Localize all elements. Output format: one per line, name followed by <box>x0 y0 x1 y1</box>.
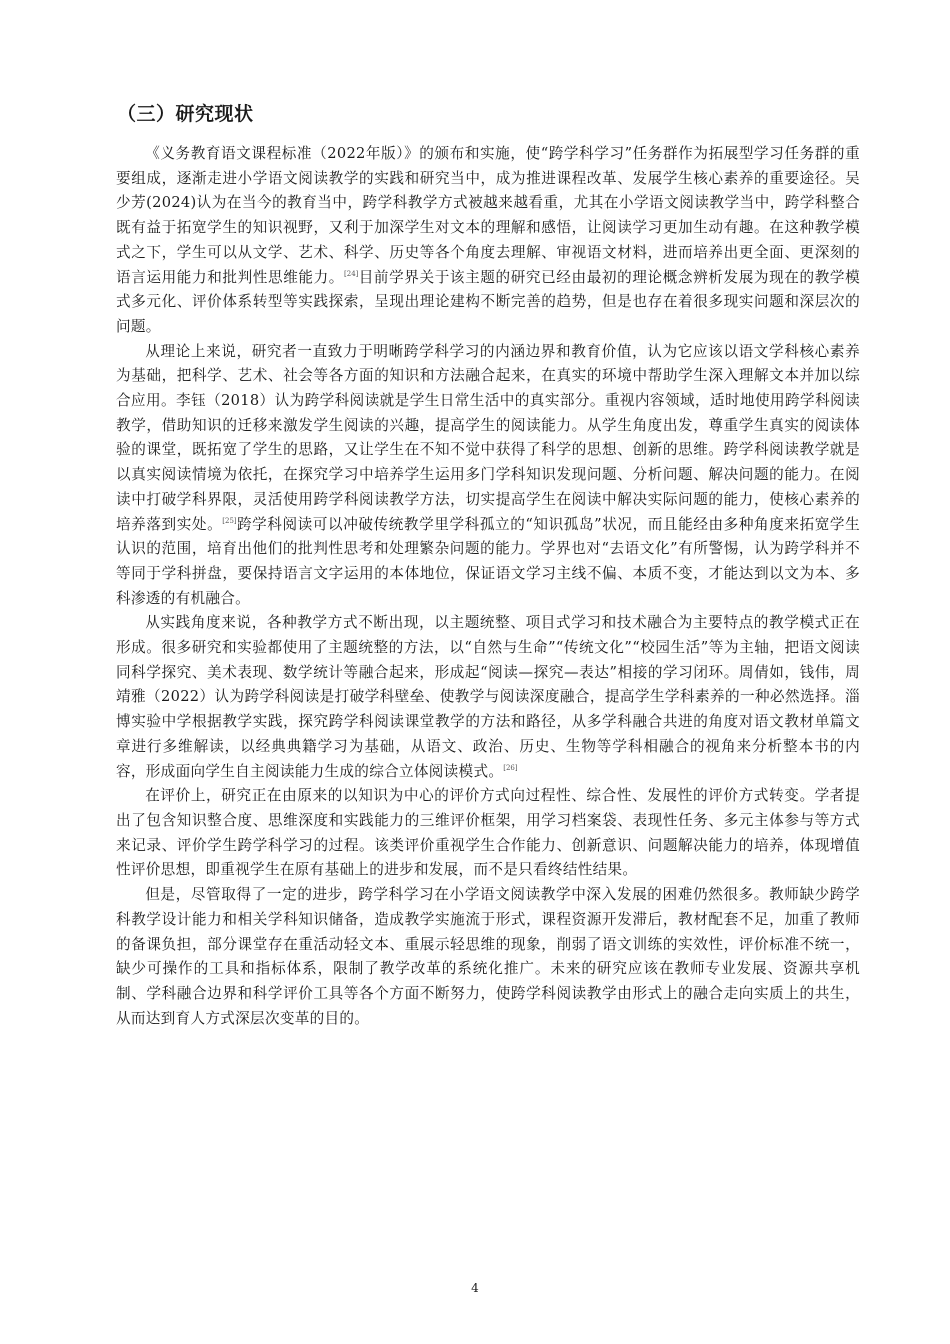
paragraph-text: 从理论上来说，研究者一直致力于明晰跨学科学习的内涵边界和教育价值，认为它应该以语文学科核心素养为基础，把科学、艺术、社会等各方面的知识和方法融合起来，在真实的环境中帮助学生深入理解文本并加以综合应用。李钰（2018）认为跨学科阅读就是学生日常生活中的真实部分。重视内容领域，适时地使用跨学科阅读教学，借助知识的迁移来激发学生阅读的兴趣，提高学生的阅读能力。从学生角度出发，尊重学生真实的阅读体验的课堂，既拓宽了学生的思路，又让学生在不知不觉中获得了科学的思想、创新的思维。跨学科阅读教学就是以真实阅读情境为依托，在探究学习中培养学生运用多门学科知识发现问题、分析问题、解决问题的能力。在阅读中打破学科界限，灵活使用跨学科阅读教学方法，切实提高学生在阅读中解决实际问题的能力，使核心素养的培养落到实处。 <box>116 342 860 533</box>
citation-marker: [26] <box>503 763 518 772</box>
paragraph-text: 从实践角度来说，各种教学方式不断出现，以主题统整、项目式学习和技术融合为主要特点的教学模式正在形成。很多研究和实验都使用了主题统整的方法，以“自然与生命”“传统文化”“校园生活”等为主轴，把语文阅读同科学探究、美术表现、数学统计等融合起来，形成起“阅读—探究—表达”相接的学习闭环。周倩如，钱伟，周靖雅（2022）认为跨学科阅读是打破学科壁垒、使教学与阅读深度融合，提高学生学科素养的一种必然选择。淄博实验中学根据教学实践，探究跨学科阅读课堂教学的方法和路径，从多学科融合共进的角度对语文教材单篇文章进行多维解读，以经典典籍学习为基础，从语文、政治、历史、生物等学科相融合的视角来分析整本书的内容，形成面向学生自主阅读能力生成的综合立体阅读模式。 <box>116 614 860 780</box>
page-number: 4 <box>471 1281 479 1295</box>
paragraph-theory <box>116 340 860 612</box>
paragraph-current-status <box>116 142 860 340</box>
paragraph-challenges <box>116 883 860 1031</box>
paragraph-practice <box>116 611 860 784</box>
paragraph-evaluation <box>116 784 860 883</box>
citation-marker: [24] <box>344 269 359 278</box>
body-text <box>116 142 860 1031</box>
paragraph-text: 但是，尽管取得了一定的进步，跨学科学习在小学语文阅读教学中深入发展的困难仍然很多。教师缺少跨学科教学设计能力和相关学科知识储备，造成教学实施流于形式，课程资源开发滞后，教材配套不足，加重了教师的备课负担，部分课堂存在重活动轻文本、重展示轻思维的现象，削弱了语文训练的实效性，评价标准不统一，缺少可操作的工具和指标体系，限制了教学改革的系统化推广。未来的研究应该在教师专业发展、资源共享机制、学科融合边界和科学评价工具等各个方面不断努力，使跨学科阅读教学由形式上的融合走向实质上的共生，从而达到育人方式深层次变革的目的。 <box>116 886 860 1027</box>
paragraph-text: 目前学界关于该主题的研究已经由最初的理论概念辨析发展为现在的教学模式多元化、评价体系转型等实践探索，呈现出理论建构不断完善的趋势，但是也存在着很多现实问题和深层次的问题。 <box>116 268 860 335</box>
citation-marker: [25] <box>222 516 237 525</box>
section-heading: （三）研究现状 <box>117 103 254 125</box>
paragraph-text: 在评价上，研究正在由原来的以知识为中心的评价方式向过程性、综合性、发展性的评价方式转变。学者提出了包含知识整合度、思维深度和实践能力的三维评价框架，用学习档案袋、表现性任务、多元主体参与等方式来记录、评价学生跨学科学习的过程。该类评价重视学生合作能力、创新意识、问题解决能力的培养，体现增值性评价思想，即重视学生在原有基础上的进步和发展，而不是只看终结性结果。 <box>116 787 860 879</box>
paragraph-text: 《义务教育语文课程标准（2022年版）》的颁布和实施，使“跨学科学习”任务群作为拓展型学习任务群的重要组成，逐渐走进小学语文阅读教学的实践和研究当中，成为推进课程改革、发展学生核心素养的重要途径。吴少芳(2024)认为在当今的教育当中，跨学科教学方式被越来越看重，尤其在小学语文阅读教学当中，跨学科整合既有益于拓宽学生的知识视野，又利于加深学生对文本的理解和感悟，让阅读学习更加生动有趣。在这种教学模式之下，学生可以从文学、艺术、科学、历史等各个角度去理解、审视语文材料，进而培养出更全面、更深刻的语言运用能力和批判性思维能力。 <box>116 145 860 286</box>
paragraph-text: 跨学科阅读可以冲破传统教学里学科孤立的“知识孤岛”状况，而且能经由多种角度来拓宽学生认识的范围，培育出他们的批判性思考和处理繁杂问题的能力。学界也对“去语文化”有所警惕，认为跨学科并不等同于学科拼盘，要保持语言文字运用的本体地位，保证语文学习主线不偏、本质不变，才能达到以文为本、多科渗透的有机融合。 <box>116 515 860 607</box>
